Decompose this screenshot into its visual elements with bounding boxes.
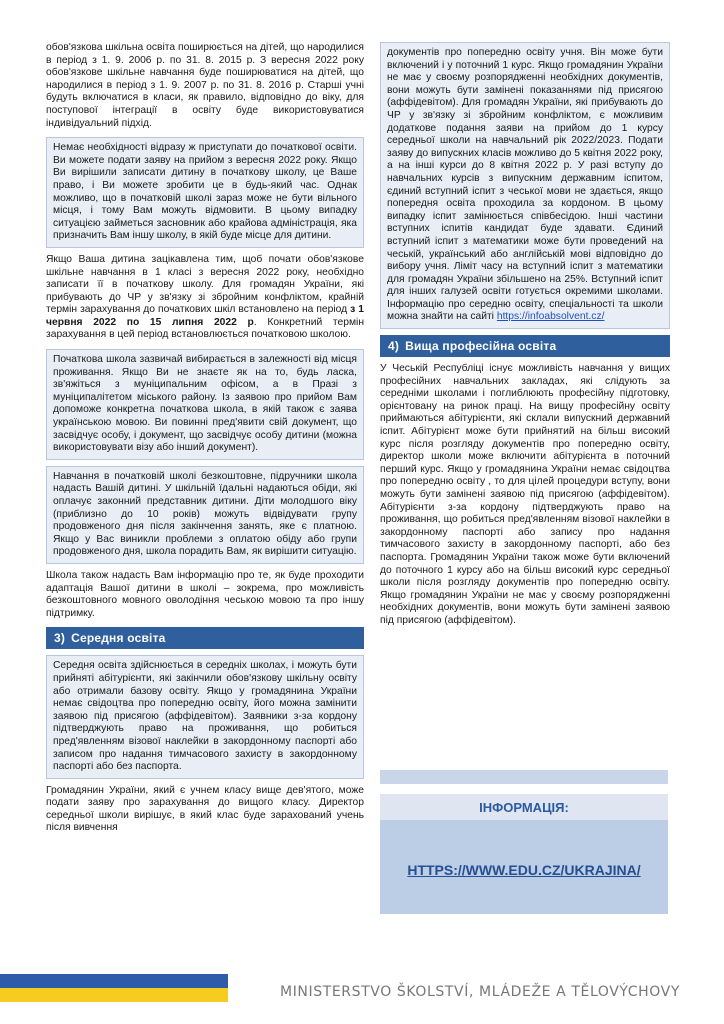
primary-paragraph-4: Навчання в початковій школі безкоштовне, підручники школа надасть Вашій дитині. У шкільній їдальні надаються обіди, які оплачує законний представник дитини. Діти молодшого віку (приблизно до 10 років) можуть відвідувати групу продовженого дня після закінчення занять, яке є платною. Якщо у Вас виникли проблеми з оплатою обіду або групи продовженого дня, школа порадить Вам, як вирішити ситуацію.	[53, 470, 357, 558]
ukraine-flag-yellow-stripe	[0, 988, 228, 1002]
primary-paragraph-3: Початкова школа зазвичай вибирається в залежності від місця проживання. Якщо Ви не знаєте як на то, будь ласка, зв'яжіться з муніципальним офісом, а в Празі з муніципалітетом міського району. Із заявою про прийом Вам допоможе конкретна початкова школа, в якій також є заява українською мовою. Ви повинні пред'явити свій документ, що засвідчує особу, і документ, що засвідчує особу дитини (можна використовувати візу або інший документ).	[53, 354, 357, 454]
enrollment-period: з 1 червня 2022 по 15 липня 2022 р	[46, 304, 364, 328]
primary-info-box	[46, 137, 364, 248]
section-4-number: 4)	[388, 339, 400, 354]
primary-paragraph-2-end: . Конкретний термін зарахування в цей період встановлюється початковою школою.	[46, 316, 365, 341]
left-column	[46, 42, 364, 842]
primary-paragraph-2	[46, 254, 364, 342]
secondary-paragraph-continued	[387, 47, 663, 324]
primary-free-education-box	[46, 466, 364, 564]
primary-paragraph-1: Немає необхідності відразу ж приступати до початкової освіти. Ви можете подати заяву на прийом з вересня 2022 року. Якщо Ви вирішили записати дитину в початкову школу, це Ваше право, і Ви можете зробити це в будь-який час. Однак можливо, що в початковій школі зараз може не бути вільного місця, і тому Вам можуть відмовити. В цьому випадку ситуацією займеться засновник або крайова адміністрація, яка призначить Вам іншу школу, в якій буде місце для дитини.	[53, 142, 357, 242]
secondary-paragraph-1: Середня освіта здійснюється в середніх школах, і можуть бути прийняті абітурієнти, які закінчили обов'язкову шкільну освіту або отримали базову освіту. Якщо у громадянина України немає свідоцтва про попередню освіту, його можна замінити заявою під присягою (аффідевітом). Заявники з-за кордону підтверджують право на проживання, що робиться пред'явленням візової наклейки в закордонному паспорті або записом про надання тимчасового захисту в закордонному паспорті або без паспорта.	[53, 660, 357, 773]
secondary-continued-text: документів про попередню освіту учня. Він може бути включений і у поточний 1 курс. Якщо громадянин України не має у своєму розпорядженні необхідних документів, вони можуть бути замінені показаннями під присягою (аффідевітом). Для громадян України, які прибувають до ЧР у зв'язку зі збройним конфліктом, є можливим додаткове подання заяви на прийом до 1 курсу середньої школи на навчальний рік 2022/2023. Подати заяву до випускних класів можливо до 5 квітня 2022 року, а на інші курси до 8 квітня 2022 р. У разі вступу до навчальних курсів з випускним державним іспитом, єдиний вступний іспит з чеської мови не здається, якщо попередня освіта проходила за кордоном. В цьому випадку іспит замінюється співбесідою. Інші частини вступних іспитів кандидат буде здавати. Єдиний вступний іспит з математики може бути проведений на чеській, український або англійській мові відповідно до вибору учня. Ліміт часу на вступний іспит з математики для громадян України збільшено на 25%. Вступний іспит для інших галузей освіти готується окремими школами. Інформацію про середню освіту, спеціальності та школи можна знайти на сайті	[387, 47, 663, 323]
ministry-name: MINISTERSTVO ŠKOLSTVÍ, MLÁDEŽE A TĚLOVÝCHOVY	[280, 984, 680, 1000]
edu-ukrajina-link[interactable]: HTTPS://WWW.EDU.CZ/UKRAJINA/	[407, 862, 641, 878]
infoabsolvent-link[interactable]: https://infoabsolvent.cz/	[496, 311, 605, 323]
ukraine-flag-blue-stripe	[0, 974, 228, 988]
secondary-paragraph-2: Громадянин України, який є учнем класу вище дев'ятого, може подати заяву про зарахування до вищого класу. Директор середньої школи вирішує, в який клас буде зарахований учень після вивчення	[46, 784, 364, 834]
primary-school-choice-box	[46, 349, 364, 460]
secondary-info-box	[46, 655, 364, 778]
higher-education-paragraph: У Чеській Республіці існує можливість навчання у вищих професійних навчальних закладах, які слідують за середніми школами і поглиблюють професійну підготовку, орієнтовану на ринок праці. На вищу професійну освіту приймаються абітурієнти, які склали випускний державний іспит. Абітурієнт може бути прийнятий на більш високий курс після розгляду документів про попередню освіту, директор школи може включити абітурієнта в поточний перший курс. Якщо у громадянина України немає свідоцтва про попередню освіту , то для цілей процедури вступу, вони можуть бути замінені заявою під присягою (аффідевітом). Абітурієнти з-за кордону підтверджують право на проживання, що робиться пред'явленням візової наклейки в закордонному паспорті або запису про надання тимчасового захисту в закордонному паспорті, або без паспорта. Громадянин України також може бути включений до поточного 1 курсу або на більш високий курс середньої школи після розгляду документів про попередню освіту. Якщо громадянин України не має у своєму розпорядженні необхідних документів, вони можуть бути замінені заявою під присягою (аффідевітом).	[380, 363, 670, 626]
primary-paragraph-5: Школа також надасть Вам інформацію про те, як буде проходити адаптація Вашої дитини в школі – зокрема, про можливість безкоштовного мовного оволодіння чеською мовою та про іншу підтримку.	[46, 569, 364, 619]
section-4-title: Вища професійна освіта	[405, 339, 557, 354]
section-4-heading	[380, 335, 670, 357]
section-3-title: Середня освіта	[71, 631, 166, 646]
decorative-bar	[380, 770, 668, 784]
right-column	[380, 42, 670, 635]
secondary-continued-box	[380, 42, 670, 329]
section-3-number: 3)	[54, 631, 66, 646]
info-label: ІНФОРМАЦІЯ:	[479, 800, 569, 815]
primary-paragraph-2-start: Якщо Ваша дитина зацікавлена тим, щоб почати обов'язкове шкільне навчання в 1 класі з вересня 2022 року, необхідно записати її в початкову школу. Для громадян України, які прибувають до ЧР у зв'язку зі збройним конфліктом, крайній термін зарахування до початкових шкіл встановлено на період	[46, 253, 364, 316]
section-3-heading	[46, 627, 364, 649]
intro-paragraph: обов'язкова шкільна освіта поширюється на дітей, що народилися в період з 1. 9. 2006 р. по 31. 8. 2015 р. З вересня 2022 року обов'язкове шкільне навчання буде поширюватися на дітей, що народилися в період з 1. 9. 2007 р. по 31. 8. 2016 р. Старші учні будуть включатися в класи, як правило, відповідно до віку, для поступової інтеграції в освіту буде використовуватися індивідуальний підхід.	[46, 42, 364, 129]
